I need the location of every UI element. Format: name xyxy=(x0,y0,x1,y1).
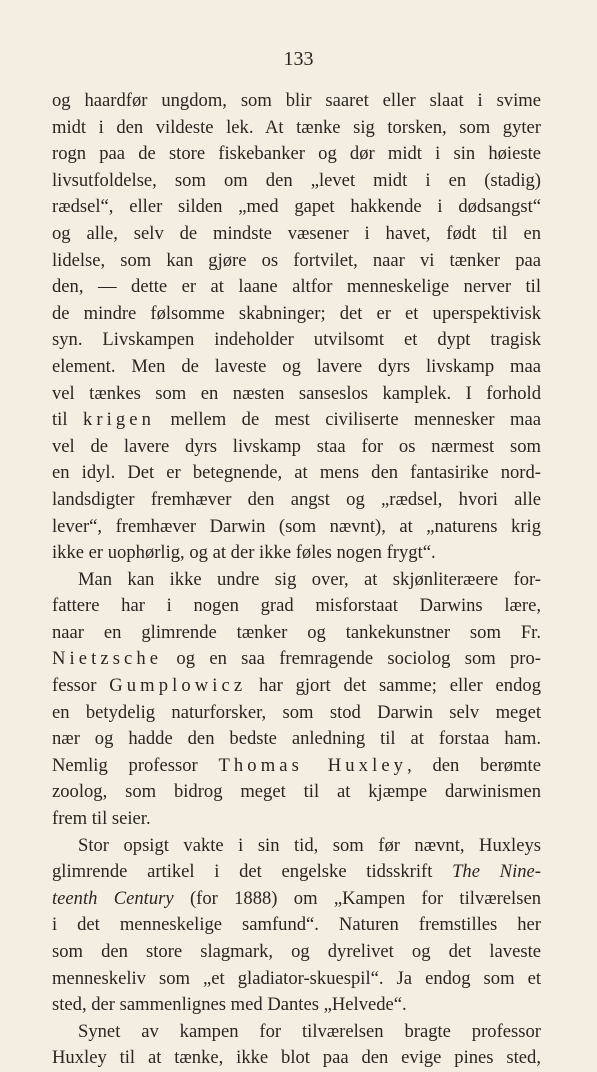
text-line xyxy=(52,992,541,1019)
text-segment: Huxley til at tænke, ikke blot paa den evige pines sted, xyxy=(52,1047,541,1069)
text-segment: og en saa fremragende sociolog som pro- xyxy=(162,648,541,670)
text-line xyxy=(52,779,541,806)
text-segment: landsdigter fremhæver den angst og „rædsel, hvori alle xyxy=(52,488,541,510)
text-segment: Synet av kampen for tilværelsen bragte professor xyxy=(78,1020,541,1042)
text-segment: lidelse, som kan gjøre os fortvilet, naar vi tænker paa xyxy=(52,249,541,271)
text-line xyxy=(52,1045,541,1072)
text-line xyxy=(52,514,541,541)
text-segment: og alle, selv de mindste væsener i havet, født til en xyxy=(52,222,541,244)
text-segment: som den store slagmark, og dyrelivet og det laveste xyxy=(52,941,541,962)
text-segment: , den berømte xyxy=(407,754,541,776)
text-segment: de mindre følsomme skabninger; det er et uperspektivisk xyxy=(52,302,541,324)
text-line xyxy=(52,221,541,248)
text-segment: til xyxy=(52,409,83,431)
text-line xyxy=(52,274,541,301)
text-line xyxy=(52,168,541,195)
italic-title: The Nine- xyxy=(452,861,541,883)
text-line xyxy=(52,673,541,700)
text-line xyxy=(52,141,541,168)
text-line xyxy=(52,301,541,328)
text-segment: element. Men de laveste og lavere dyrs livskamp maa xyxy=(52,355,541,377)
text-line xyxy=(52,354,541,381)
text-line xyxy=(52,620,541,647)
text-line xyxy=(52,753,541,780)
text-segment: vel de lavere dyrs livskamp staa for os nærmest som xyxy=(52,435,541,457)
text-segment: Stor opsigt vakte i sin tid, som før nævnt, Huxleys xyxy=(78,834,541,856)
text-segment: Man kan ikke undre sig over, at skjønliteræere for- xyxy=(78,568,541,590)
text-segment: ikke er uophørlig, og at der ikke føles nogen frygt“. xyxy=(52,542,436,564)
text-segment: naar en glimrende tænker og tankekunstner som Fr. xyxy=(52,621,541,643)
spaced-name: Thomas Huxley xyxy=(218,754,408,776)
text-line xyxy=(52,833,541,860)
text-segment: midt i den vildeste lek. At tænke sig torsken, som gyter xyxy=(52,116,541,138)
text-line xyxy=(52,327,541,354)
spaced-name: krigen xyxy=(82,409,156,431)
text-line xyxy=(52,434,541,461)
text-segment: har gjort det samme; eller endog xyxy=(246,675,541,697)
text-line xyxy=(52,700,541,727)
text-segment: nær og hadde den bedste anledning til at forstaa ham. xyxy=(52,728,541,750)
text-line xyxy=(52,248,541,275)
text-line xyxy=(52,460,541,487)
spaced-name: Nietzsche xyxy=(52,648,163,670)
body-text xyxy=(52,88,541,1072)
text-segment: lever“, fremhæver Darwin (som nævnt), at „naturens krig xyxy=(52,515,541,537)
text-line xyxy=(52,115,541,142)
text-line xyxy=(52,806,541,833)
italic-title: teenth Century xyxy=(52,887,174,909)
text-segment: rogn paa de store fiskebanker og dør midt i sin høieste xyxy=(52,143,541,165)
text-line xyxy=(52,1019,541,1046)
text-segment: og haardfør ungdom, som blir saaret eller slaat i svime xyxy=(52,90,541,111)
text-segment: en betydelig naturforsker, som stod Darwin selv meget xyxy=(52,701,541,723)
text-segment: en idyl. Det er betegnende, at mens den fantasirike nord- xyxy=(52,462,541,484)
text-segment: fessor xyxy=(52,675,110,697)
text-segment: (for 1888) om „Kampen for tilværelsen xyxy=(173,887,541,909)
text-segment: frem til seier. xyxy=(52,808,151,830)
text-line xyxy=(52,194,541,221)
text-segment: zoolog, som bidrog meget til at kjæmpe darwinismen xyxy=(52,781,541,803)
text-line xyxy=(52,593,541,620)
text-segment: glimrende artikel i det engelske tidsskrift xyxy=(52,861,453,883)
spaced-name: Gumplowicz xyxy=(109,675,247,697)
text-line xyxy=(52,407,541,434)
text-segment: vel tænkes som en næsten sanseslos kamplek. I forhold xyxy=(52,382,541,404)
text-line xyxy=(52,487,541,514)
text-line xyxy=(52,859,541,886)
text-segment: rædsel“, eller silden „med gapet hakkende i dødsangst“ xyxy=(52,196,541,218)
page-number: 133 xyxy=(283,48,314,70)
text-segment: livsutfoldelse, som om den „levet midt i en (stadig) xyxy=(52,169,541,191)
text-segment: Nemlig professor xyxy=(52,754,219,776)
text-line xyxy=(52,646,541,673)
text-segment: mellem de mest civiliserte mennesker maa xyxy=(155,409,541,431)
text-line xyxy=(52,886,541,913)
text-segment: menneskeliv som „et gladiator-skuespil“. Ja endog som et xyxy=(52,967,541,989)
text-line xyxy=(52,88,541,115)
text-segment: fattere har i nogen grad misforstaat Darwins lære, xyxy=(52,595,541,617)
text-segment: i det menneskelige samfund“. Naturen fremstilles her xyxy=(52,914,541,936)
text-segment: syn. Livskampen indeholder utvilsomt et dypt tragisk xyxy=(52,329,541,351)
text-line xyxy=(52,912,541,939)
text-segment: sted, der sammenlignes med Dantes „Helvede“. xyxy=(52,994,407,1016)
text-line xyxy=(52,939,541,966)
text-line xyxy=(52,540,541,567)
text-line xyxy=(52,726,541,753)
text-line xyxy=(52,567,541,594)
text-line xyxy=(52,381,541,408)
text-line xyxy=(52,966,541,993)
text-segment: den, — dette er at laane altfor menneskelige nerver til xyxy=(52,276,541,298)
